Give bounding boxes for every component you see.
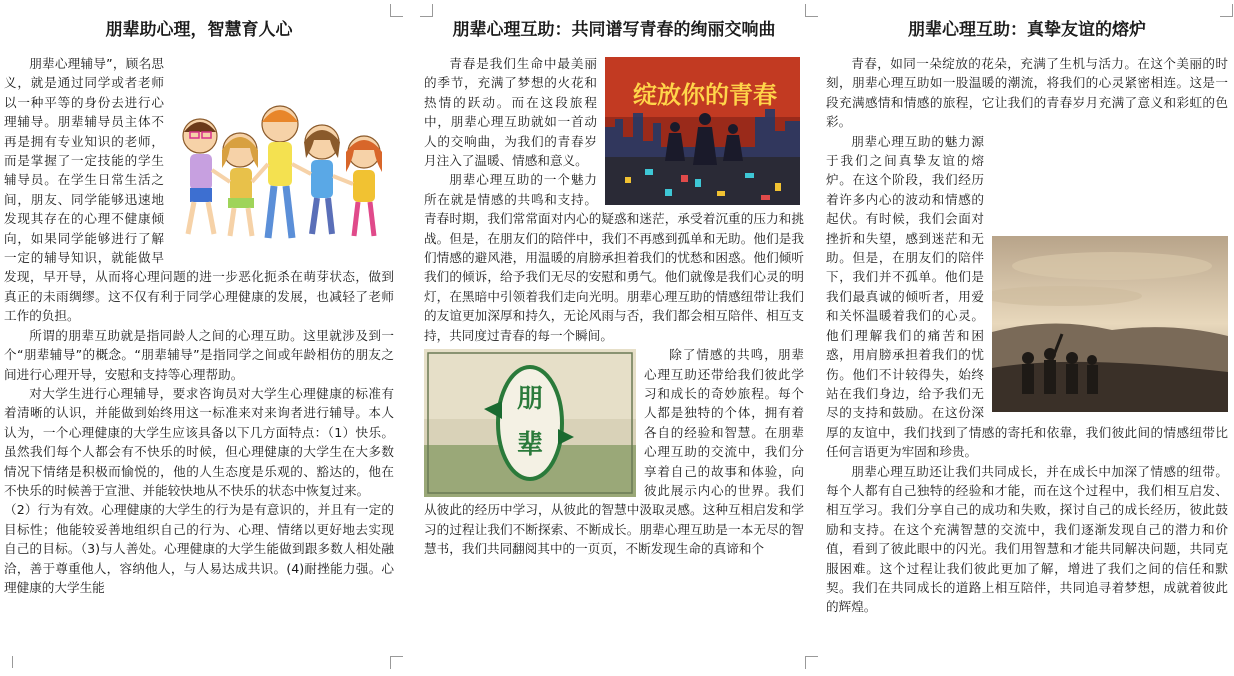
logo-char-1: 朋 — [516, 384, 544, 415]
article-column-2 — [412, 0, 808, 676]
article-title: 朋辈心理互助：真挚友谊的熔炉 — [908, 20, 1146, 40]
paragraph: 对大学生进行心理辅导，要求咨询员对大学生心理健康的标准有着清晰的认识，并能做到始终用这一标准来对来询者进行辅导。本人认为，一个心理健康的大学生应该具备以下几方面特点：（1）快乐。虽然我们每个人都会有不快乐的时候，但心理健康的大学生在大多数情况下情绪是积极而愉悦的，他的人生态度是乐观的、豁达的，他在不快乐的时候善于宣泄、并能较快地从不快乐的状态中恢复过来。 — [4, 385, 394, 498]
article-title: 朋辈助心理，智慧育人心 — [105, 20, 293, 40]
paragraph: 青春，如同一朵绽放的花朵，充满了生机与活力。在这个美丽的时刻，朋辈心理互助如一股温暖的潮流，将我们的心灵紧密相连。这是一段充满感情和情感的旅程，它让我们的青春岁月充满了意义和彩虹的色彩。 — [826, 56, 1228, 130]
article-column-1 — [0, 0, 400, 676]
paragraph: （2）行为有效。心理健康的大学生的行为是有意识的，并且有一定的目标性；他能较妥善地组织自己的行为、心理、情绪以更好地去实现自己的目标。（3)与人善处。心理健康的大学生能做到跟多数人相处融洽，善于尊重他人，容纳他人，与人易达成共识。(4)耐挫能力强。心理健康的大学生能 — [4, 502, 394, 595]
peer-logo-image — [424, 349, 636, 497]
paragraph: 朋辈心理互助还让我们共同成长，并在成长中加深了情感的纽带。每个人都有自己独特的经验和才能，而在这个过程中，我们相互启发、相互学习。我们分享自己的成功和失败，探讨自己的成长经历，彼此鼓励和支持。在这个充满智慧的交流中，我们逐渐发现自己的潜力和价值，看到了彼此眼中的闪光。我们用智慧和才能共同解决问题，共同克服困难。这个过程让我们彼此更加了解，增进了我们之间的信任和默契。我们在共同成长的道路上相互陪伴，共同追寻着梦想，成就着彼此的辉煌。 — [826, 463, 1228, 615]
poster-title: 绽放你的青春 — [633, 81, 777, 109]
paragraph: 朋辈心理互助的一个魅力所在就是情感的共鸣和支持。青春时期，我们常常面对内心的疑惑和迷茫，承受着沉重的压力和挑战。但是，在朋友们的陪伴中，我们不再感到孤单和无助。他们是我们情感的避风港，用温暖的肩膀承担着我们的忧愁和困惑。他们倾听我们的倾诉，给予我们无尽的安慰和勇气。他们就像是我们心灵的明灯，在黑暗中引领着我们走向光明。朋辈心理互助的情感纽带让我们的友谊更加深厚和持久，无论风雨与否，我们都会相互陪伴、相互支持，共同度过青春的每一个瞬间。 — [424, 172, 804, 343]
friends-sunset-image — [992, 236, 1228, 412]
youth-poster-image — [605, 57, 800, 205]
cartoon-kids-image — [172, 98, 394, 246]
paragraph: 朋辈心理互助的魅力源于我们之间真挚友谊的熔炉。在这个阶段，我们经历着许多内心的波动和情感的起伏。有时候，我们会面对挫折和失望，感到迷茫和无助。但是，在朋友们的陪伴下，我们并不孤单。他们是我们最真诚的倾听者，用爱和关怀温暖着我们的心灵。他们理解我们的痛苦和困惑，用肩膀承担着我们的忧伤。他们不计较得失，始终站在我们身边，给予我们无尽的支持和鼓励。在这份深厚的友谊中，我们找到了情感的寄托和依靠，我们彼此间的情感纽带比任何言语更为牢固和珍贵。 — [826, 133, 1228, 460]
paragraph: 青春是我们生命中最美丽的季节，充满了梦想的火花和热情的跃动。而在这段旅程中，朋辈心理互助就如一首动人的交响曲，为我们的青春岁月注入了温暖、情感和意义。 — [424, 56, 597, 169]
paragraph: 所谓的朋辈互助就是指同龄人之间的心理互助。这里就涉及到一个“朋辈辅导”的概念。“朋辈辅导”是指同学之间或年龄相仿的朋友之间进行心理开导，安慰和支持等心理帮助。 — [4, 327, 394, 382]
article-title: 朋辈心理互助：共同谱写青春的绚丽交响曲 — [452, 20, 776, 40]
article-column-3 — [822, 0, 1234, 676]
logo-char-2: 辈 — [516, 430, 544, 461]
paragraph: 除了情感的共鸣，朋辈心理互助还带给我们彼此学习和成长的奇妙旅程。每个人都是独特的个体，拥有着各自的经验和智慧。在朋辈心理互助的交流中，我们分享着自己的故事和体验，向彼此展示内心的世界。我们从彼此的经历中学习，从彼此的智慧中汲取灵感。这种互相启发和学习的过程让我们不断探索、不断成长。朋辈心理互助是一本无尽的智慧书，我们共同翻阅其中的一页页，不断发现生命的真谛和个 — [424, 347, 804, 557]
paragraph: 朋辈心理辅导”，顾名思义，就是通过同学或者老师以一种平等的身份去进行心理辅导。朋辈辅导员主体不再是拥有专业知识的老师，而是掌握了一定技能的学生辅导员。在学生日常生活之间，朋友、同学能够迅速地发现其存在的心理不健康倾向，如果同学能够进行了解一定的辅导知识，就能做早发现，早开导，从而将心理问题的进一步恶化扼杀在萌芽状态，做到真正的未雨绸缪。这不仅有利于同学心理健康的发展，也减轻了老师工作的负担。 — [4, 56, 394, 324]
